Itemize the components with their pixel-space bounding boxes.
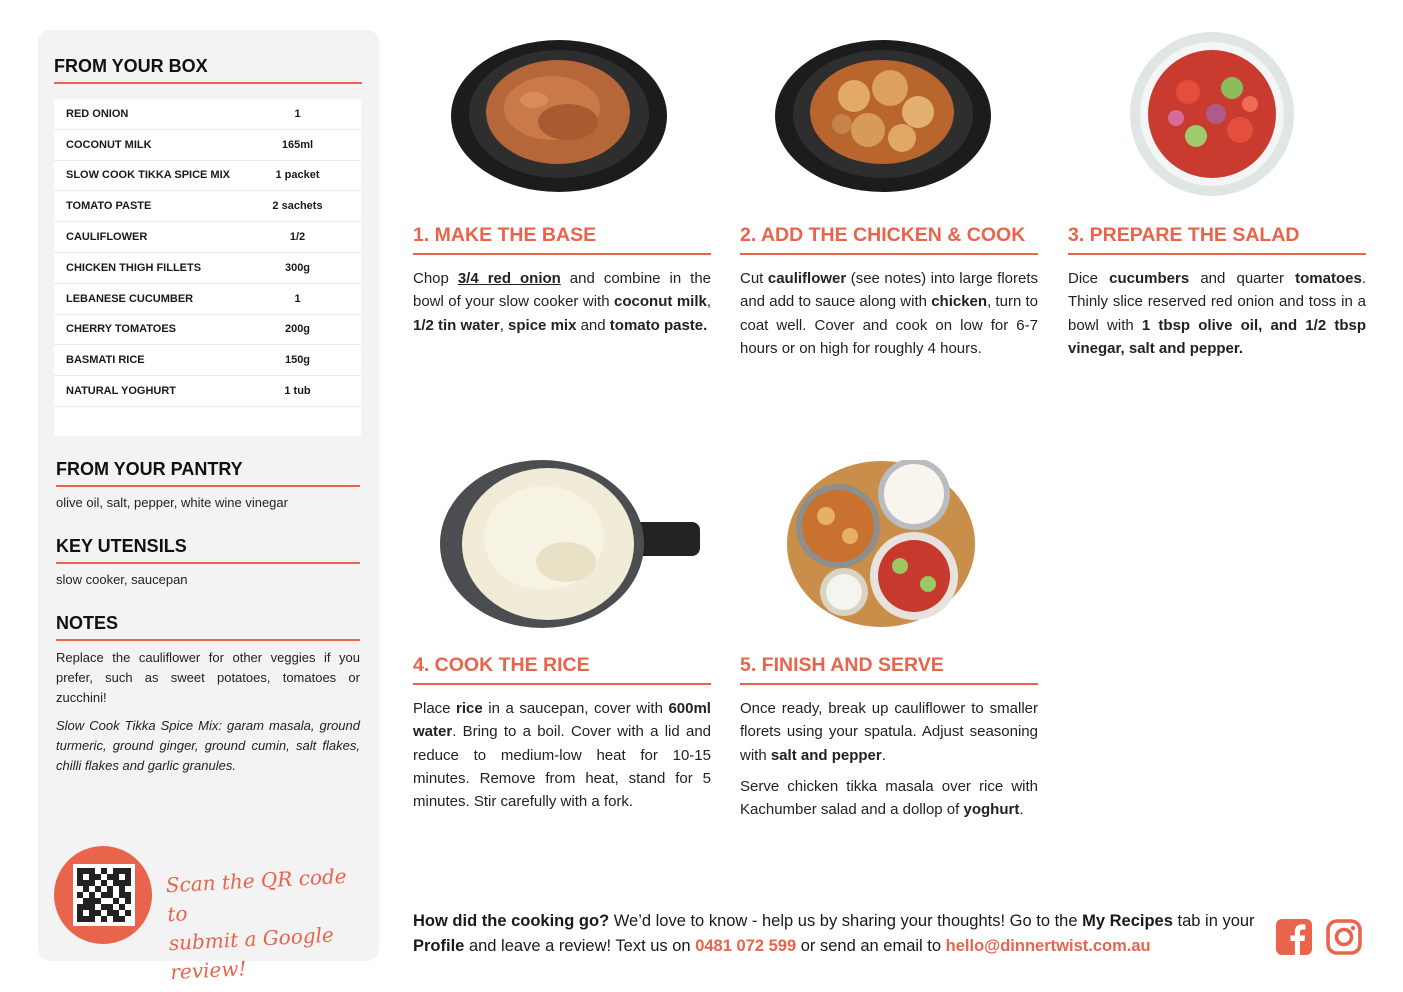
profile-link[interactable]: Profile: [413, 937, 465, 955]
step-text: (see notes) into large florets and add to sauce along with: [740, 270, 1039, 311]
ingredient-row: [54, 191, 361, 222]
ingredient-row: [54, 161, 361, 192]
facebook-icon[interactable]: [1276, 919, 1312, 955]
step-text: and: [576, 316, 610, 334]
step-5-body: [740, 697, 1038, 821]
step-text: Chop: [413, 270, 458, 287]
step-1-body: [413, 267, 711, 337]
salad-bowl-photo: [1128, 30, 1296, 198]
step-text: .: [881, 746, 886, 764]
footer-text: tab in your: [1172, 912, 1255, 930]
plated-dish-photo: [786, 460, 976, 628]
step-5-title: 5. FINISH AND SERVE: [740, 654, 944, 676]
step-3-title: 3. PREPARE THE SALAD: [1068, 224, 1300, 246]
step-2-title: 2. ADD THE CHICKEN & COOK: [740, 224, 1026, 246]
ingredient-qty: 1 tub: [284, 385, 311, 398]
step-text: . Bring to a boil. Cover with a lid and reduce to medium-low heat for 10-15 minutes. Remove from heat, stand for 5 minutes. Stir carefully with a fork.: [413, 723, 711, 811]
phone-link[interactable]: 0481 072 599: [695, 937, 797, 955]
slow-cooker-chicken-photo: [772, 30, 994, 202]
footer-bold: How did the cooking go?: [413, 912, 610, 930]
step-bold: 1 tbsp olive oil, and 1/2 tbsp vinegar, salt and pepper.: [1068, 316, 1366, 357]
notes-heading-rule: [56, 639, 360, 641]
ingredient-qty: 1: [294, 292, 301, 305]
qr-code-icon[interactable]: [73, 864, 135, 926]
ingredient-row: [54, 130, 361, 161]
step-bold: coconut milk: [614, 293, 707, 311]
step-4-body: [413, 697, 711, 813]
step-5-para-2: [740, 775, 1038, 822]
step-text: Place: [413, 700, 457, 717]
email-link[interactable]: hello@dinnertwist.com.au: [945, 937, 1151, 955]
ingredient-row: [54, 315, 361, 346]
step-bold: rice: [456, 700, 483, 717]
qr-caption-line2: submit a Google review!: [168, 922, 335, 985]
notes-heading: NOTES: [56, 613, 119, 633]
step-text: ,: [706, 293, 712, 311]
step-bold: red onion: [487, 270, 561, 287]
step-bold: salt and pepper: [770, 746, 882, 764]
ingredient-row: [54, 345, 361, 376]
step-text: Dice: [1068, 270, 1110, 287]
step-text: and quarter: [1189, 270, 1296, 287]
review-footer: [413, 909, 1263, 959]
qr-caption: [165, 861, 371, 987]
utensils-heading: KEY UTENSILS: [56, 536, 187, 556]
step-3-body: [1068, 267, 1366, 360]
ingredient-name: LEBANESE CUCUMBER: [66, 292, 194, 305]
ingredient-qty: 1/2: [289, 231, 306, 244]
ingredient-row: [54, 284, 361, 315]
step-1-title: 1. MAKE THE BASE: [413, 224, 597, 246]
box-heading-rule: [54, 82, 362, 84]
my-recipes-link[interactable]: My Recipes: [1082, 912, 1173, 930]
ingredient-qty: 1: [294, 107, 301, 120]
step-2-rule: [740, 253, 1038, 255]
step-bold: tomatoes: [1295, 270, 1362, 287]
ingredient-name: NATURAL YOGHURT: [66, 385, 176, 398]
step-text: Once ready, break up cauliflower to smaller florets using your spatula. Adjust seasoning with: [740, 700, 1038, 764]
ingredients-table: [54, 99, 361, 436]
ingredient-row: [54, 99, 361, 130]
step-bold: spice mix: [508, 316, 577, 334]
footer-text: We’d love to know - help us by sharing your thoughts! Go to the: [609, 912, 1083, 930]
ingredient-name: COCONUT MILK: [66, 138, 152, 151]
step-text: .: [1019, 801, 1024, 819]
step-bold: cauliflower: [767, 270, 847, 287]
ingredient-name: SLOW COOK TIKKA SPICE MIX: [66, 169, 230, 182]
step-2-body: [740, 267, 1038, 360]
step-text: and combine in the bowl of your slow cooker with: [413, 270, 711, 311]
ingredient-qty: 1 packet: [275, 169, 320, 182]
step-bold: chicken: [931, 293, 988, 311]
step-bold: yoghurt: [963, 801, 1020, 819]
pantry-heading: FROM YOUR PANTRY: [56, 459, 243, 479]
footer-text: and leave a review! Text us on: [464, 937, 696, 955]
step-bold: 3/4: [457, 270, 479, 287]
ingredient-qty: 165ml: [281, 138, 314, 151]
step-bold: tomato paste.: [609, 316, 708, 334]
ingredient-name: TOMATO PASTE: [66, 200, 152, 213]
step-text: [479, 270, 488, 287]
pantry-heading-rule: [56, 485, 360, 487]
notes-text: Replace the cauliflower for other veggies if you prefer, such as sweet potatoes, tomatoes or zucchini!: [56, 650, 360, 705]
step-text: , turn to coat well. Cover and cook on low for 6-7 hours or on high for roughly 4 hours.: [740, 293, 1038, 357]
step-text: . Thinly slice reserved red onion and toss in a bowl with: [1068, 270, 1366, 334]
pantry-text: olive oil, salt, pepper, white wine vinegar: [56, 495, 288, 510]
ingredient-qty: 300g: [284, 261, 311, 274]
utensils-heading-rule: [56, 562, 360, 564]
notes-spice-mix: Slow Cook Tikka Spice Mix: garam masala, ground turmeric, ground ginger, ground cumin, salt flakes, chilli flakes and garlic granules.: [56, 718, 360, 773]
step-text: Cut: [740, 270, 768, 287]
footer-text: or send an email to: [796, 937, 946, 955]
ingredient-name: CAULIFLOWER: [66, 231, 148, 244]
ingredient-name: CHERRY TOMATOES: [66, 323, 177, 336]
utensils-text: slow cooker, saucepan: [56, 572, 188, 587]
step-5-rule: [740, 683, 1038, 685]
step-text: Serve chicken tikka masala over rice with Kachumber salad and a dollop of: [740, 777, 1038, 819]
step-3-rule: [1068, 253, 1366, 255]
ingredient-qty: 200g: [284, 323, 311, 336]
step-4-rule: [413, 683, 711, 685]
ingredient-name: RED ONION: [66, 107, 129, 120]
step-text: in a saucepan, cover with: [482, 700, 669, 717]
step-4-title: 4. COOK THE RICE: [413, 654, 590, 676]
ingredient-name: CHICKEN THIGH FILLETS: [66, 261, 202, 274]
ingredient-row: [54, 253, 361, 284]
rice-saucepan-photo: [440, 460, 704, 628]
ingredient-row: [54, 222, 361, 253]
step-5-para-1: [740, 697, 1038, 767]
ingredient-qty: 2 sachets: [272, 200, 323, 213]
ingredient-name: BASMATI RICE: [66, 354, 145, 367]
ingredient-row: [54, 376, 361, 407]
qr-caption-line1: Scan the QR code to: [165, 863, 348, 927]
step-text: ,: [499, 316, 509, 334]
box-heading: FROM YOUR BOX: [54, 56, 208, 76]
ingredient-qty: 150g: [284, 354, 311, 367]
step-bold: 600ml water: [413, 700, 711, 741]
instagram-icon[interactable]: [1326, 919, 1362, 955]
step-bold: cucumbers: [1109, 270, 1190, 287]
slow-cooker-sauce-photo: [448, 30, 670, 202]
step-bold: 1/2 tin water: [413, 316, 500, 334]
step-1-rule: [413, 253, 711, 255]
